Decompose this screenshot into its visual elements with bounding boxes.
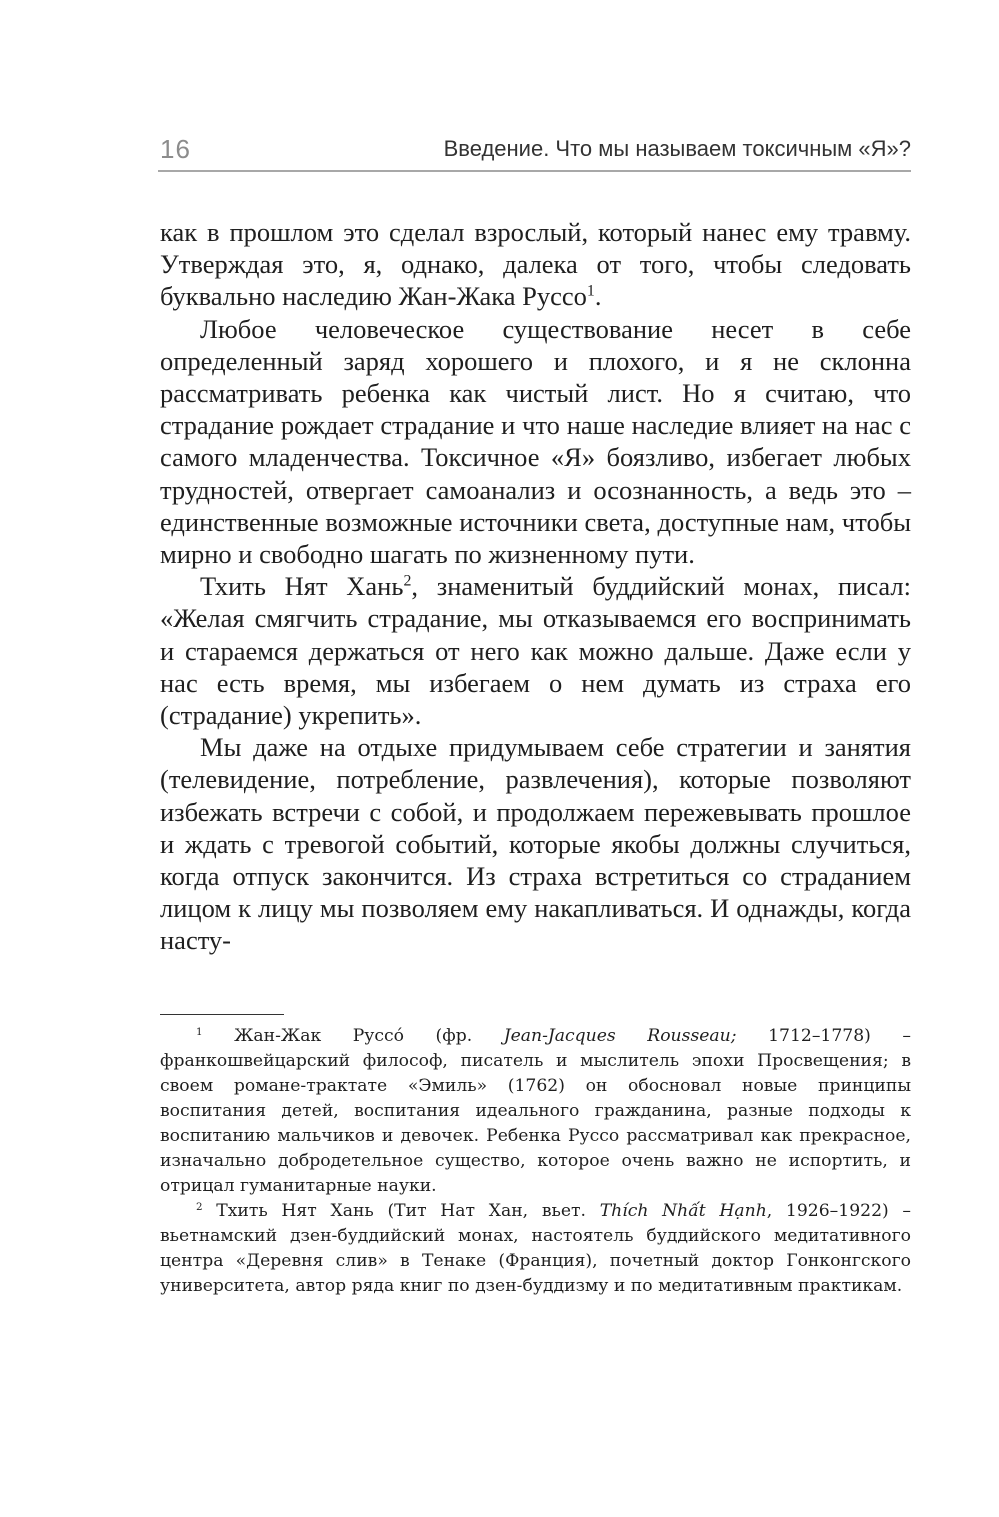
main-text — [160, 216, 911, 957]
footnote-2-italic: Thích Nhất Hạnh — [599, 1201, 767, 1221]
footnote-separator — [160, 1014, 284, 1015]
footnote-1-mark: 1 — [196, 1025, 203, 1038]
footnotes — [160, 1024, 911, 1299]
paragraph-1-tail: . — [594, 281, 602, 312]
paragraph-3 — [160, 570, 911, 731]
page-header — [160, 132, 911, 172]
footnote-1 — [160, 1024, 911, 1199]
footnote-2-lead: Тхить Нят Хань (Тит Нат Хан, вьет. — [202, 1201, 600, 1221]
footnote-ref-2: 2 — [403, 572, 412, 590]
paragraph-3-lead: Тхить Нят Хань — [200, 571, 404, 602]
paragraph-2: Любое человеческое существование несет в себе определенный заряд хорошего и плохого, и я не склонна рассматривать ребенка как чистый лист. Но я считаю, что страдание рождает страдание и что наше наследие влияет на нас с самого младенчества. Токсичное «Я» боязливо, избегает любых трудностей, отвергает самоанализ и осознанность, а ведь это – единственные возможные источники света, доступные нам, чтобы мирно и свободно шагать по жизненному пути. — [160, 313, 911, 570]
paragraph-1 — [160, 216, 911, 313]
running-title: Введение. Что мы называем токсичным «Я»? — [443, 136, 911, 161]
footnote-ref-1: 1 — [586, 282, 595, 300]
footnote-1-lead: Жан-Жак Руссо́ (фр. — [202, 1026, 504, 1046]
paragraph-4: Мы даже на отдыхе придумываем себе стратегии и занятия (телевидение, потребление, развлечения), которые позволяют избежать встречи с собой, и продолжаем пережевывать прошлое и ждать с тревогой событий, которые якобы должны случиться, когда отпуск закончится. Из страха встретиться со страданием лицом к лицу мы позволяем ему накапливаться. И однажды, когда насту- — [160, 732, 911, 956]
page-number: 16 — [160, 134, 191, 164]
footnote-2-text: , 1926–1922) – вьетнамский дзен-буддийский монах, настоятель буддийского медитативного центра «Деревня слив» в Тенаке (Франция), почетный доктор Гонконгского университета, автор ряда книг по дзен-буддизму и по медитативным практикам. — [160, 1201, 911, 1296]
paragraph-3-text: , знаменитый буддийский монах, писал: «Желая смягчить страдание, мы отказываемся его воспринимать и стараемся держаться от него как можно дальше. Даже если у нас есть время, мы избегаем о нем думать из страха его (страдание) укрепить». — [160, 571, 911, 731]
paragraph-1-text: как в прошлом это сделал взрослый, который нанес ему травму. Утверждая это, я, однако, далека от того, чтобы следовать буквально наследию Жан-Жака Руссо — [160, 217, 911, 312]
footnote-1-italic: Jean-Jacques Rousseau; — [503, 1026, 737, 1046]
header-rule — [158, 170, 911, 172]
footnote-2 — [160, 1199, 911, 1299]
footnote-1-text: 1712–1778) – франкошвейцарский философ, писатель и мыслитель эпохи Просвещения; в своем романе-трактате «Эмиль» (1762) он обосновал новые принципы воспитания детей, воспитания идеального гражданина, разные подходы к воспитанию мальчиков и девочек. Ребенка Руссо рассматривал как прекрасное, изначально добродетельное существо, которое очень важно не испортить, и отрицал гуманитарные науки. — [160, 1026, 911, 1196]
footnote-2-mark: 2 — [196, 1200, 203, 1213]
